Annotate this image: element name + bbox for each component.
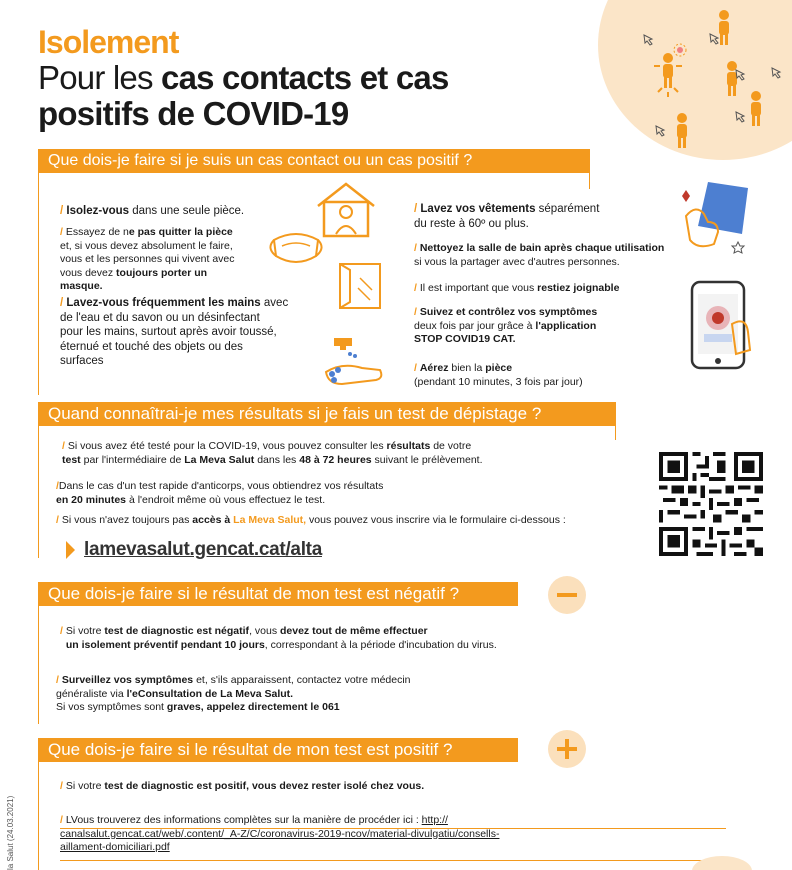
tip-ventilate: / Aérez bien la pièce (pendant 10 minutes, 3 fois par jour)	[414, 362, 583, 388]
title-bold-1: cas contacts et cas	[161, 59, 449, 96]
section-bracket	[38, 173, 39, 395]
title-pre: Pour les	[38, 59, 162, 96]
info-url[interactable]: http://	[421, 814, 448, 826]
info-url-end[interactable]: aillament-domiciliari.pdf	[60, 841, 170, 853]
handwash-icon	[322, 334, 386, 388]
qr-code[interactable]	[658, 452, 764, 556]
negative-test-info: / Si votre test de diagnostic est négatif, vous devez tout de même effectuer un isolement préventif pendant 10 jours, correspondant à la période d'incubation du virus.	[60, 625, 497, 651]
window-icon	[336, 260, 386, 312]
tip-symptoms-app: / Suivez et contrôlez vos symptômes deux fois par jour grâce à l'application STOP COVID19 CAT.	[414, 306, 598, 345]
plus-icon	[548, 730, 586, 768]
title-bold-2: positifs de COVID-19	[38, 95, 349, 132]
decorative-circle	[692, 856, 752, 870]
tip-mask: / Essayez de ne pas quitter la pièce et, si vous devez absolument le faire, vous et les personnes qui vivent avec vous devez toujours porter un masque.	[60, 226, 235, 292]
signup-link[interactable]: lamevasalut.gencat.cat/alta	[84, 539, 322, 560]
section-heading-contact: Que dois-je faire si je suis un cas contact ou un cas positif ?	[38, 149, 590, 173]
home-isolation-icon	[314, 180, 378, 240]
section-bracket	[589, 173, 590, 189]
tip-bathroom: / Nettoyez la salle de bain après chaque utilisation si vous la partager avec d'autres personnes.	[414, 242, 665, 268]
chevron-right-icon	[66, 541, 75, 559]
person-icon	[677, 113, 687, 148]
results-info: / Si vous avez été testé pour la COVID-19, vous pouvez consulter les résultats de votre test par l'intermédiaire de La Meva Salut dans les 48 à 72 heures suivant le prélèvement.	[62, 440, 483, 466]
crowd-distancing-illustration	[620, 0, 792, 150]
tip-isolate: / Isolez-vous dans une seule pièce.	[60, 205, 245, 217]
minus-icon	[548, 576, 586, 614]
tip-handwash: / Lavez-vous fréquemment les mains avec de l'eau et du savon ou un désinfectant pour les mains, surtout après avoir toussé, éternué et touché des objets ou des surfaces	[60, 297, 289, 367]
monitor-symptoms-info: / Surveillez vos symptômes et, s'ils apparaissent, contactez votre médecin généraliste via l'eConsultation de La Meva Salut. Si vos symptômes sont graves, appelez directement le 061	[56, 674, 411, 713]
section-bracket	[38, 762, 39, 870]
rapid-test-info: /Dans le cas d'un test rapide d'anticorps, vous obtiendrez vos résultats en 20 minutes à l'endroit même où vous effectuez le test.	[56, 480, 384, 506]
section-heading-negative: Que dois-je faire si le résultat de mon test est négatif ?	[38, 582, 518, 606]
signup-info: / Si vous n'avez toujours pas accès à La Meva Salut, vous pouvez vous inscrire via le formulaire ci-dessous :	[56, 514, 566, 526]
phone-app-icon	[688, 280, 756, 372]
section-heading-results: Quand connaîtrai-je mes résultats si je fais un test de dépistage ?	[38, 402, 616, 426]
section-bracket	[38, 606, 39, 724]
tip-reachable: / Il est important que vous restiez joignable	[414, 282, 620, 294]
person-icon	[751, 91, 761, 126]
section-heading-positive: Que dois-je faire si le résultat de mon test est positif ?	[38, 738, 518, 762]
divider	[60, 828, 726, 829]
divider	[60, 860, 726, 861]
person-icon	[727, 61, 737, 96]
section-bracket	[38, 426, 39, 558]
tip-laundry: / Lavez vos vêtements séparément du reste à 60º ou plus.	[414, 203, 600, 230]
cleaning-cloth-icon	[668, 174, 758, 258]
side-credit: la Salut (24.03.2021)	[6, 795, 15, 870]
kicker-title: Isolement	[38, 24, 179, 60]
person-icon	[719, 10, 729, 45]
info-url-cont[interactable]: canalsalut.gencat.cat/web/.content/_A-Z/C/coronavirus-2019-ncov/material-divulgatiu/consells-	[60, 827, 500, 840]
page-title	[38, 60, 558, 132]
section-bracket	[615, 426, 616, 440]
person-icon	[663, 53, 673, 88]
more-info: / LVous trouverez des informations complètes sur la manière de procéder ici : http:// canalsalut.gencat.cat/web/.content/_A-Z/C/coronavirus-2019-ncov/material-divulgatiu/consells- aillament-domiciliari.pdf	[60, 814, 500, 853]
positive-test-info: / Si votre test de diagnostic est positif, vous devez rester isolé chez vous.	[60, 780, 425, 792]
